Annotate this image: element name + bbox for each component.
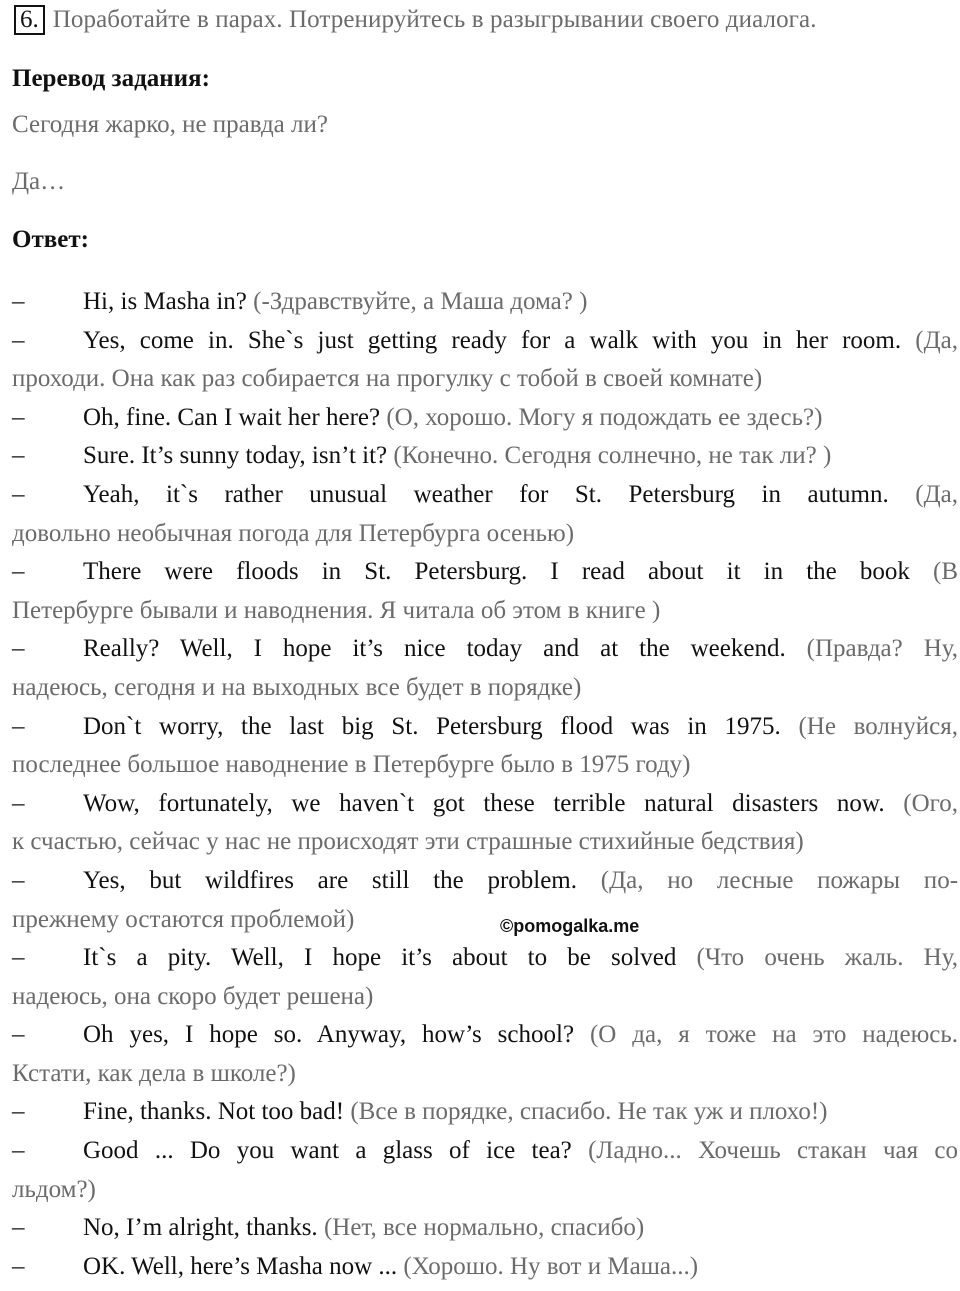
russian-translation: (Не волнуйся, xyxy=(798,712,959,740)
dialog-line xyxy=(12,939,958,1016)
russian-translation: (Да, но лесные пожары по- xyxy=(600,866,959,894)
russian-translation: (Все в порядке, спасибо. Не так уж и плохо!) xyxy=(350,1098,828,1126)
dash-marker: – xyxy=(12,558,25,586)
dialog-line xyxy=(12,1209,958,1248)
english-phrase: Wow, fortunately, we haven`t got these terrible natural disasters now. xyxy=(83,789,885,817)
dash-marker: – xyxy=(12,1137,25,1165)
dash-marker: – xyxy=(12,635,25,663)
english-phrase: It`s a pity. Well, I hope it’s about to be solved xyxy=(83,944,677,972)
english-phrase: Yes, come in. She`s just getting ready for a walk with you in her room. xyxy=(83,326,902,354)
english-phrase: There were floods in St. Petersburg. I read about it in the book xyxy=(83,558,910,586)
translation-line: Сегодня жарко, не правда ли? xyxy=(12,111,328,138)
russian-translation-continued: надеюсь, сегодня и на выходных все будет в порядке) xyxy=(12,673,582,701)
russian-translation: (Что очень жаль. Ну, xyxy=(696,944,958,972)
task-header xyxy=(14,4,954,36)
english-phrase: Don`t worry, the last big St. Petersburg flood was in 1975. xyxy=(83,712,781,740)
dialog-line xyxy=(12,437,958,476)
russian-translation-continued: к счастью, сейчас у нас не происходят эти страшные стихийные бедствия) xyxy=(12,828,804,856)
dialog-line xyxy=(12,553,958,630)
russian-translation: (Нет, все нормально, спасибо) xyxy=(323,1214,645,1242)
dash-marker: – xyxy=(12,789,25,817)
english-phrase: No, I’m alright, thanks. xyxy=(83,1214,318,1242)
english-phrase: Oh, fine. Can I wait her here? xyxy=(83,403,381,431)
task-number: 6. xyxy=(14,5,45,35)
russian-translation: (Конечно. Сегодня солнечно, не так ли? ) xyxy=(393,442,832,470)
russian-translation-continued: проходи. Она как раз собирается на прогулку с тобой в своей комнате) xyxy=(12,365,763,393)
dialog-line xyxy=(12,708,958,785)
english-phrase: Fine, thanks. Not too bad! xyxy=(83,1098,345,1126)
dialog-line xyxy=(12,399,958,438)
dash-marker: – xyxy=(12,1098,25,1126)
russian-translation: (Хорошо. Ну вот и Маша...) xyxy=(403,1252,699,1280)
dialog-line xyxy=(12,476,958,553)
dash-marker: – xyxy=(12,712,25,740)
english-phrase: Oh yes, I hope so. Anyway, how’s school? xyxy=(83,1021,575,1049)
dash-marker: – xyxy=(12,1214,25,1242)
dialog-line xyxy=(12,785,958,862)
english-phrase: Really? Well, I hope it’s nice today and at the weekend. xyxy=(83,635,786,663)
dash-marker: – xyxy=(12,1252,25,1280)
russian-translation-continued: льдом?) xyxy=(12,1175,96,1203)
dash-marker: – xyxy=(12,326,25,354)
russian-translation: (В xyxy=(933,558,959,586)
russian-translation: (О да, я тоже на это надеюсь. xyxy=(589,1021,959,1049)
dialog xyxy=(12,283,958,1286)
russian-translation-continued: Петербурге бывали и наводнения. Я читала об этом в книге ) xyxy=(12,596,661,624)
translation-heading: Перевод задания: xyxy=(12,65,210,92)
dash-marker: – xyxy=(12,480,25,508)
dash-marker: – xyxy=(12,442,25,470)
english-phrase: Sure. It’s sunny today, isn’t it? xyxy=(83,442,388,470)
dash-marker: – xyxy=(12,403,25,431)
dialog-line xyxy=(12,1016,958,1093)
dialog-line xyxy=(12,322,958,399)
russian-translation: (-Здравствуйте, а Маша дома? ) xyxy=(253,288,588,315)
task-text: Поработайте в парах. Потренируйтесь в разыгрывании своего диалога. xyxy=(52,6,817,33)
dash-marker: – xyxy=(12,288,25,315)
english-phrase: Hi, is Masha in? xyxy=(83,288,247,315)
russian-translation: (Правда? Ну, xyxy=(806,635,958,663)
dash-marker: – xyxy=(12,1021,25,1049)
dialog-line xyxy=(12,630,958,707)
dash-marker: – xyxy=(12,866,25,894)
dialog-line xyxy=(12,1093,958,1132)
english-phrase: OK. Well, here’s Masha now ... xyxy=(83,1252,398,1280)
russian-translation: (Да, xyxy=(915,480,958,508)
russian-translation: (О, хорошо. Могу я подождать ее здесь?) xyxy=(386,403,823,431)
russian-translation: (Ого, xyxy=(903,789,959,817)
watermark: ©pomogalka.me xyxy=(500,916,640,936)
dialog-line xyxy=(12,1132,958,1209)
russian-translation: (Ладно... Хочешь стакан чая со xyxy=(588,1137,958,1165)
dialog-line xyxy=(12,862,958,939)
dialog-line xyxy=(12,1248,958,1287)
russian-translation-continued: последнее большое наводнение в Петербурге было в 1975 году) xyxy=(12,751,691,779)
russian-translation: (Да, xyxy=(915,326,959,354)
answer-heading: Ответ: xyxy=(12,226,89,253)
english-phrase: Yes, but wildfires are still the problem. xyxy=(83,866,578,894)
dialog-line xyxy=(12,283,958,322)
russian-translation-continued: прежнему остаются проблемой) xyxy=(12,905,355,933)
translation-line: Да… xyxy=(12,168,66,195)
russian-translation-continued: довольно необычная погода для Петербурга осенью) xyxy=(12,519,575,547)
russian-translation-continued: надеюсь, она скоро будет решена) xyxy=(12,982,374,1010)
dash-marker: – xyxy=(12,944,25,972)
russian-translation-continued: Кстати, как дела в школе?) xyxy=(12,1059,296,1087)
english-phrase: Yeah, it`s rather unusual weather for St. Petersburg in autumn. xyxy=(83,480,889,508)
english-phrase: Good ... Do you want a glass of ice tea? xyxy=(83,1137,572,1165)
